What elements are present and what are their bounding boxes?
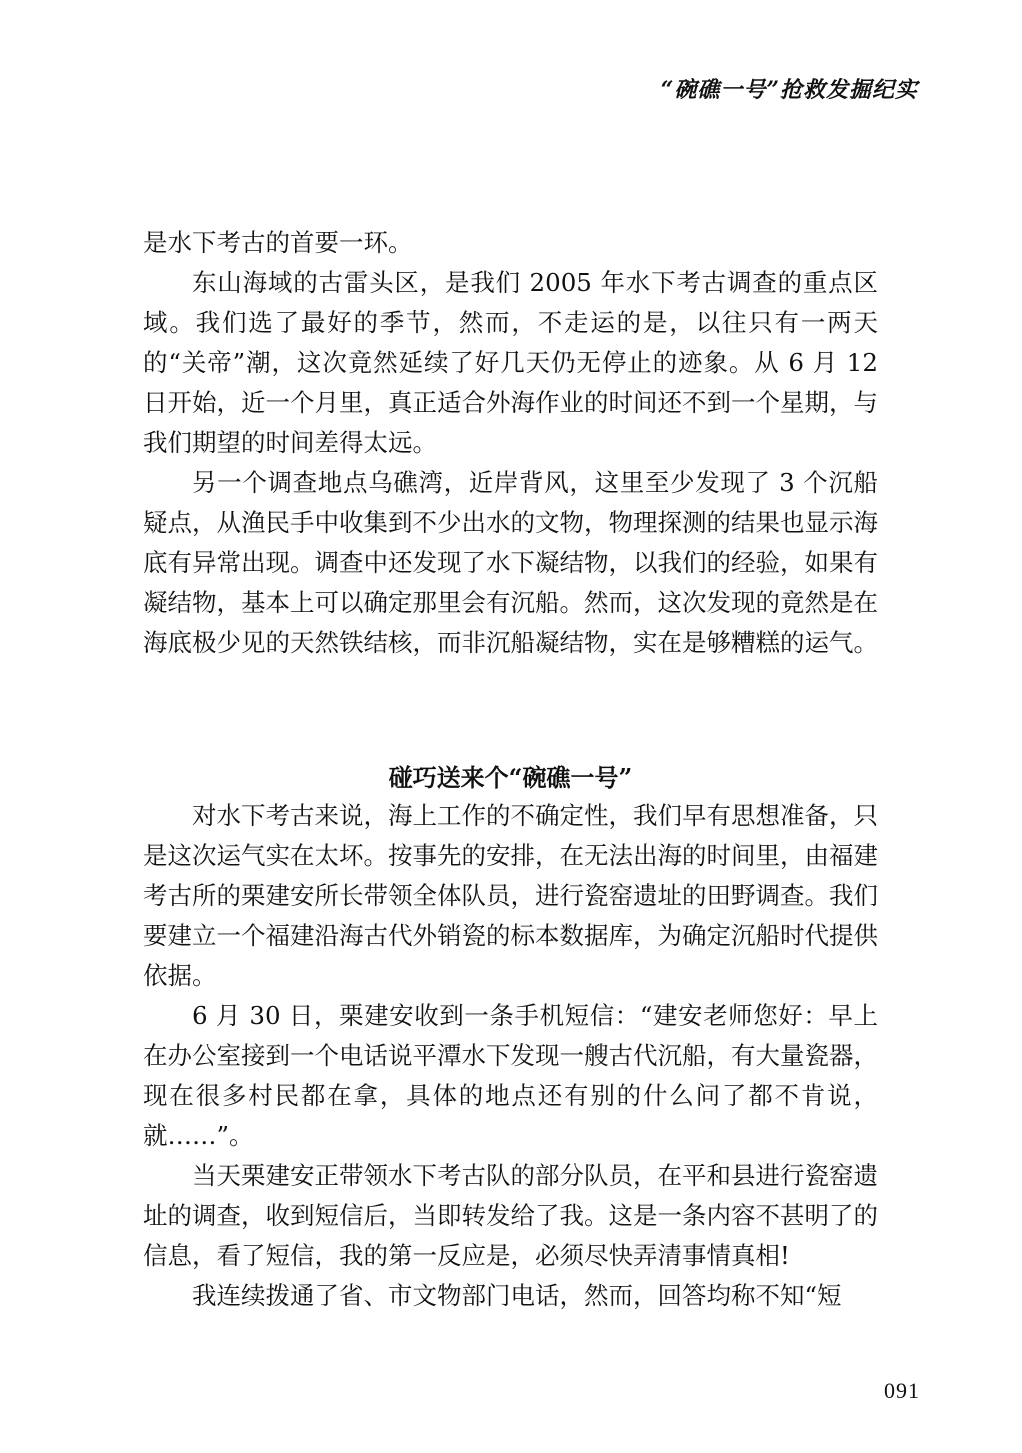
running-header-title: “碗礁一号”抢救发掘纪实 xyxy=(660,77,918,103)
section-heading: 碰巧送来个“碗礁一号” xyxy=(388,763,633,792)
page-number: 091 xyxy=(884,1378,920,1403)
paragraph: 对水下考古来说，海上工作的不确定性，我们早有思想准备，只是这次运气实在太坏。按事先的安排，在无法出海的时间里，由福建考古所的栗建安所长带领全体队员，进行瓷窑遗址的田野调查。我们要建立一个福建沿海古代外销瓷的标本数据库，为确定沉船时代提供依据。 xyxy=(143,801,878,990)
body-section-2 xyxy=(143,796,878,1316)
body-section-1 xyxy=(143,223,878,663)
paragraph: 6 月 30 日，栗建安收到一条手机短信：“建安老师您好：早上在办公室接到一个电话说平潭水下发现一艘古代沉船，有大量瓷器，现在很多村民都在拿，具体的地点还有别的什么问了都不肯说，就……”。 xyxy=(143,1001,878,1150)
paragraph: 当天栗建安正带领水下考古队的部分队员，在平和县进行瓷窑遗址的调查，收到短信后，当即转发给了我。这是一条内容不甚明了的信息，看了短信，我的第一反应是，必须尽快弄清事情真相! xyxy=(143,1161,878,1270)
paragraph: 另一个调查地点乌礁湾，近岸背风，这里至少发现了 3 个沉船疑点，从渔民手中收集到不少出水的文物，物理探测的结果也显示海底有异常出现。调查中还发现了水下凝结物，以我们的经验，如果有凝结物，基本上可以确定那里会有沉船。然而，这次发现的竟然是在海底极少见的天然铁结核，而非沉船凝结物，实在是够糟糕的运气。 xyxy=(143,468,878,657)
paragraph: 东山海域的古雷头区，是我们 2005 年水下考古调查的重点区域。我们选了最好的季节，然而，不走运的是，以往只有一两天的“关帝”潮，这次竟然延续了好几天仍无停止的迹象。从 6 月 12 日开始，近一个月里，真正适合外海作业的时间还不到一个星期，与我们期望的时间差得太远。 xyxy=(143,268,878,457)
paragraph-continued: 我连续拨通了省、市文物部门电话，然而，回答均称不知“短 xyxy=(192,1281,842,1310)
paragraph-continuation: 是水下考古的首要一环。 xyxy=(143,228,413,257)
